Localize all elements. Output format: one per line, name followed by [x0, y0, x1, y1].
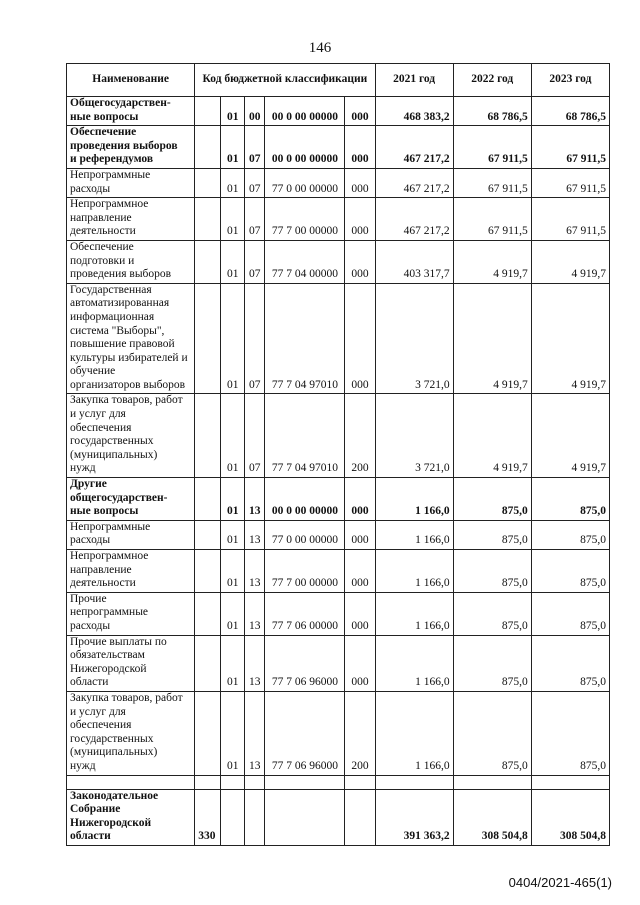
table-header-row: [67, 64, 610, 97]
cell-expense-type: [345, 789, 375, 845]
cell-expense-type: 200: [345, 394, 375, 478]
cell-target-article: 77 7 04 00000: [265, 240, 345, 283]
cell-owner-code: [195, 775, 221, 789]
cell-target-article: 77 7 00 00000: [265, 550, 345, 593]
cell-owner-code: [195, 520, 221, 549]
header-name: Наименование: [67, 64, 195, 97]
cell-amount-2021: 467 217,2: [375, 168, 453, 197]
cell-amount-2022: 875,0: [453, 635, 531, 691]
cell-subsection: 07: [245, 283, 265, 394]
cell-expense-type: 000: [345, 478, 375, 521]
cell-expense-type: 000: [345, 240, 375, 283]
cell-amount-2022: 875,0: [453, 520, 531, 549]
cell-target-article: 77 7 04 97010: [265, 394, 345, 478]
cell-owner-code: [195, 592, 221, 635]
cell-amount-2022: 68 786,5: [453, 97, 531, 126]
cell-subsection: 13: [245, 520, 265, 549]
table-row: [67, 550, 610, 593]
table-row: [67, 592, 610, 635]
cell-target-article: 00 0 00 00000: [265, 478, 345, 521]
cell-target-article: [265, 789, 345, 845]
cell-amount-2022: 4 919,7: [453, 283, 531, 394]
cell-target-article: 77 7 06 00000: [265, 592, 345, 635]
cell-amount-2021: 391 363,2: [375, 789, 453, 845]
table-row: [67, 691, 610, 775]
cell-owner-code: [195, 550, 221, 593]
table-row: [67, 394, 610, 478]
cell-target-article: 77 7 04 97010: [265, 283, 345, 394]
header-2023: 2023 год: [531, 64, 609, 97]
cell-amount-2023: 67 911,5: [531, 168, 609, 197]
cell-section: 01: [221, 691, 245, 775]
table-row: [67, 97, 610, 126]
cell-name: Закупка товаров, работ и услуг для обеспечения государственных (муниципальных) нужд: [67, 691, 195, 775]
cell-section: 01: [221, 550, 245, 593]
cell-amount-2023: 875,0: [531, 550, 609, 593]
cell-subsection: 07: [245, 168, 265, 197]
cell-amount-2022: 308 504,8: [453, 789, 531, 845]
cell-amount-2021: 1 166,0: [375, 691, 453, 775]
header-code: Код бюджетной классификации: [195, 64, 375, 97]
cell-amount-2023: 875,0: [531, 691, 609, 775]
cell-section: 01: [221, 394, 245, 478]
cell-name: Непрограммные расходы: [67, 168, 195, 197]
cell-amount-2021: 1 166,0: [375, 478, 453, 521]
cell-subsection: 13: [245, 592, 265, 635]
cell-section: [221, 789, 245, 845]
cell-target-article: [265, 775, 345, 789]
cell-name: Непрограммное направление деятельности: [67, 550, 195, 593]
cell-amount-2022: 4 919,7: [453, 240, 531, 283]
cell-name: Обеспечение подготовки и проведения выборов: [67, 240, 195, 283]
cell-owner-code: [195, 635, 221, 691]
cell-name: Прочие выплаты по обязательствам Нижегородской области: [67, 635, 195, 691]
cell-target-article: 77 0 00 00000: [265, 168, 345, 197]
cell-subsection: 13: [245, 635, 265, 691]
cell-expense-type: 000: [345, 550, 375, 593]
table-body: [67, 97, 610, 846]
cell-expense-type: 000: [345, 520, 375, 549]
cell-amount-2023: 308 504,8: [531, 789, 609, 845]
budget-table: [66, 63, 610, 846]
cell-amount-2021: [375, 775, 453, 789]
cell-subsection: 00: [245, 97, 265, 126]
cell-section: 01: [221, 635, 245, 691]
cell-amount-2021: 1 166,0: [375, 635, 453, 691]
cell-owner-code: [195, 97, 221, 126]
cell-expense-type: 000: [345, 635, 375, 691]
cell-section: 01: [221, 592, 245, 635]
header-2021: 2021 год: [375, 64, 453, 97]
cell-subsection: 07: [245, 198, 265, 241]
cell-amount-2021: 403 317,7: [375, 240, 453, 283]
cell-expense-type: 000: [345, 198, 375, 241]
cell-expense-type: 000: [345, 168, 375, 197]
cell-section: 01: [221, 198, 245, 241]
cell-amount-2021: 1 166,0: [375, 550, 453, 593]
cell-amount-2022: 875,0: [453, 691, 531, 775]
cell-expense-type: 000: [345, 283, 375, 394]
cell-name: Непрограммные расходы: [67, 520, 195, 549]
cell-subsection: 07: [245, 126, 265, 169]
cell-owner-code: 330: [195, 789, 221, 845]
cell-subsection: 13: [245, 478, 265, 521]
cell-name: [67, 775, 195, 789]
cell-amount-2022: 67 911,5: [453, 126, 531, 169]
cell-name: Государственная автоматизированная информационная система "Выборы", повышение правовой культуры избирателей и обучение организаторов выборов: [67, 283, 195, 394]
table-row: [67, 283, 610, 394]
cell-amount-2022: 875,0: [453, 478, 531, 521]
cell-section: 01: [221, 126, 245, 169]
cell-section: 01: [221, 168, 245, 197]
cell-owner-code: [195, 478, 221, 521]
cell-section: 01: [221, 240, 245, 283]
table-row: [67, 198, 610, 241]
cell-subsection: [245, 775, 265, 789]
table-row: [67, 126, 610, 169]
cell-amount-2021: 468 383,2: [375, 97, 453, 126]
cell-subsection: [245, 789, 265, 845]
cell-section: 01: [221, 283, 245, 394]
cell-target-article: 77 7 06 96000: [265, 691, 345, 775]
cell-amount-2023: 67 911,5: [531, 198, 609, 241]
cell-amount-2023: 875,0: [531, 520, 609, 549]
cell-amount-2021: 3 721,0: [375, 394, 453, 478]
cell-section: 01: [221, 97, 245, 126]
cell-amount-2022: 875,0: [453, 550, 531, 593]
cell-amount-2022: 67 911,5: [453, 198, 531, 241]
table-row: [67, 789, 610, 845]
cell-amount-2022: 875,0: [453, 592, 531, 635]
cell-owner-code: [195, 283, 221, 394]
cell-amount-2023: 4 919,7: [531, 394, 609, 478]
cell-expense-type: 000: [345, 97, 375, 126]
cell-amount-2021: 3 721,0: [375, 283, 453, 394]
cell-section: 01: [221, 478, 245, 521]
cell-owner-code: [195, 126, 221, 169]
cell-expense-type: 000: [345, 126, 375, 169]
cell-amount-2021: 467 217,2: [375, 126, 453, 169]
cell-expense-type: 000: [345, 592, 375, 635]
cell-amount-2023: 875,0: [531, 478, 609, 521]
cell-target-article: 00 0 00 00000: [265, 97, 345, 126]
cell-amount-2022: [453, 775, 531, 789]
cell-amount-2023: [531, 775, 609, 789]
cell-name: Непрограммное направление деятельности: [67, 198, 195, 241]
table-row: [67, 635, 610, 691]
cell-amount-2023: 4 919,7: [531, 240, 609, 283]
cell-amount-2023: 4 919,7: [531, 283, 609, 394]
cell-owner-code: [195, 198, 221, 241]
cell-expense-type: [345, 775, 375, 789]
table-row: [67, 240, 610, 283]
cell-target-article: 77 7 00 00000: [265, 198, 345, 241]
cell-target-article: 77 7 06 96000: [265, 635, 345, 691]
cell-amount-2022: 67 911,5: [453, 168, 531, 197]
cell-amount-2022: 4 919,7: [453, 394, 531, 478]
cell-subsection: 07: [245, 240, 265, 283]
table-row: [67, 168, 610, 197]
cell-name: Законодательное Собрание Нижегородской области: [67, 789, 195, 845]
cell-amount-2021: 1 166,0: [375, 520, 453, 549]
cell-target-article: 77 0 00 00000: [265, 520, 345, 549]
cell-subsection: 07: [245, 394, 265, 478]
cell-target-article: 00 0 00 00000: [265, 126, 345, 169]
cell-owner-code: [195, 394, 221, 478]
cell-amount-2023: 875,0: [531, 635, 609, 691]
cell-name: Прочие непрограммные расходы: [67, 592, 195, 635]
cell-name: Обеспечение проведения выборов и референдумов: [67, 126, 195, 169]
cell-name: Общегосударствен- ные вопросы: [67, 97, 195, 126]
cell-amount-2023: 67 911,5: [531, 126, 609, 169]
cell-amount-2021: 467 217,2: [375, 198, 453, 241]
table-spacer-row: [67, 775, 610, 789]
cell-subsection: 13: [245, 550, 265, 593]
cell-amount-2023: 68 786,5: [531, 97, 609, 126]
cell-owner-code: [195, 168, 221, 197]
cell-expense-type: 200: [345, 691, 375, 775]
cell-name: Другие общегосударствен- ные вопросы: [67, 478, 195, 521]
cell-subsection: 13: [245, 691, 265, 775]
page-number: 146: [308, 40, 332, 56]
cell-name: Закупка товаров, работ и услуг для обеспечения государственных (муниципальных) нужд: [67, 394, 195, 478]
cell-section: [221, 775, 245, 789]
header-2022: 2022 год: [453, 64, 531, 97]
cell-section: 01: [221, 520, 245, 549]
table-row: [67, 478, 610, 521]
document-code: 0404/2021-465(1): [508, 875, 612, 890]
cell-owner-code: [195, 240, 221, 283]
cell-amount-2023: 875,0: [531, 592, 609, 635]
cell-owner-code: [195, 691, 221, 775]
cell-amount-2021: 1 166,0: [375, 592, 453, 635]
table-row: [67, 520, 610, 549]
